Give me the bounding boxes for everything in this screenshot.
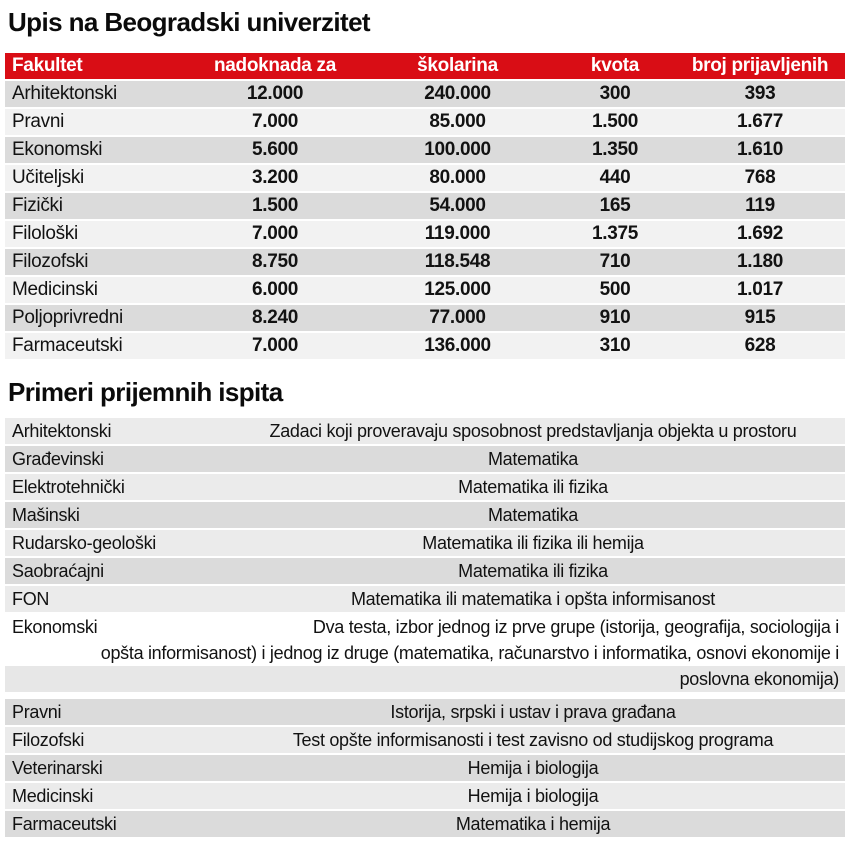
fakultet-cell: Rudarsko-geološki xyxy=(12,533,156,553)
ekonomski-line-3: poslovna ekonomija) xyxy=(5,666,845,692)
exam-cell: Matematika ili fizika xyxy=(458,561,608,581)
enrollment-table-header xyxy=(5,53,845,79)
prijavljeni-cell: 915 xyxy=(744,307,776,328)
fakultet-cell: Arhitektonski xyxy=(12,83,117,104)
fakultet-cell: Poljoprivredni xyxy=(12,307,123,328)
table-row xyxy=(5,418,845,444)
exam-cell: Zadaci koji proveravaju sposobnost predstavljanja objekta u prostoru xyxy=(269,421,797,441)
table-row xyxy=(5,137,845,163)
prijavljeni-cell: 1.017 xyxy=(736,279,784,300)
skolarina-cell: 119.000 xyxy=(424,223,491,244)
fakultet-cell: Filozofski xyxy=(12,251,89,272)
nadoknada-cell: 1.500 xyxy=(251,195,299,216)
table-row xyxy=(5,305,845,331)
exam-cell: Test opšte informisanosti i test zavisno od studijskog programa xyxy=(292,730,774,750)
enrollment-table xyxy=(5,53,845,359)
nadoknada-cell: 8.750 xyxy=(251,251,299,272)
enrollment-table-body xyxy=(5,81,845,359)
fakultet-cell: Medicinski xyxy=(12,786,94,806)
kvota-cell: 1.350 xyxy=(591,139,639,160)
skolarina-cell: 77.000 xyxy=(429,307,486,328)
skolarina-cell: 54.000 xyxy=(429,195,486,216)
ekonomski-line-1 xyxy=(5,614,845,640)
fakultet-cell: Saobraćajni xyxy=(12,561,104,581)
nadoknada-cell: 6.000 xyxy=(251,279,299,300)
table-row xyxy=(5,446,845,472)
column-header-nadoknada: nadoknada za xyxy=(213,55,337,76)
kvota-cell: 300 xyxy=(599,83,631,104)
table-row xyxy=(5,755,845,781)
fakultet-cell: Elektrotehnički xyxy=(12,477,125,497)
table-row-ekonomski xyxy=(5,614,845,692)
table-row xyxy=(5,474,845,500)
prijavljeni-cell: 1.692 xyxy=(736,223,784,244)
table-row xyxy=(5,530,845,556)
prijavljeni-cell: 768 xyxy=(744,167,776,188)
table-row xyxy=(5,221,845,247)
prijavljeni-cell: 119 xyxy=(745,195,775,216)
skolarina-cell: 80.000 xyxy=(429,167,486,188)
kvota-cell: 710 xyxy=(599,251,631,272)
table-row xyxy=(5,81,845,107)
prijavljeni-cell: 1.180 xyxy=(736,251,784,272)
kvota-cell: 910 xyxy=(599,307,631,328)
prijavljeni-cell: 1.610 xyxy=(736,139,784,160)
fakultet-cell: Filološki xyxy=(12,223,78,244)
nadoknada-cell: 12.000 xyxy=(246,83,304,104)
fakultet-cell: FON xyxy=(12,589,50,609)
prijavljeni-cell: 393 xyxy=(744,83,776,104)
fakultet-cell: Pravni xyxy=(12,702,62,722)
column-header-fakultet: Fakultet xyxy=(12,55,83,76)
table-row xyxy=(5,165,845,191)
skolarina-cell: 125.000 xyxy=(424,279,491,300)
exams-title: Primeri prijemnih ispita xyxy=(8,377,283,407)
exam-cell: Hemija i biologija xyxy=(467,786,599,806)
table-row xyxy=(5,558,845,584)
exam-cell: Matematika i hemija xyxy=(455,814,611,834)
table-row xyxy=(5,727,845,753)
exam-cell: Dva testa, izbor jednog iz prve grupe (istorija, geografija, sociologija i xyxy=(312,617,839,637)
table-row xyxy=(5,586,845,612)
column-header-broj-prijavljenih: broj prijavljenih xyxy=(691,55,829,76)
fakultet-cell: Medicinski xyxy=(12,279,98,300)
skolarina-cell: 85.000 xyxy=(429,111,486,132)
table-row xyxy=(5,277,845,303)
table-row xyxy=(5,783,845,809)
prijavljeni-cell: 1.677 xyxy=(736,111,784,132)
nadoknada-cell: 7.000 xyxy=(251,111,299,132)
table-row xyxy=(5,502,845,528)
table-row xyxy=(5,249,845,275)
fakultet-cell: Pravni xyxy=(12,111,65,132)
exam-cell: Matematika ili fizika xyxy=(458,477,608,497)
nadoknada-cell: 8.240 xyxy=(251,307,299,328)
fakultet-cell: Građevinski xyxy=(12,449,104,469)
nadoknada-cell: 7.000 xyxy=(251,223,299,244)
exam-cell: Istorija, srpski i ustav i prava građana xyxy=(390,702,676,722)
fakultet-cell: Arhitektonski xyxy=(12,421,112,441)
skolarina-cell: 136.000 xyxy=(424,335,491,356)
table-row xyxy=(5,699,845,725)
kvota-cell: 165 xyxy=(599,195,631,216)
fakultet-cell: Filozofski xyxy=(12,730,85,750)
skolarina-cell: 100.000 xyxy=(424,139,491,160)
fakultet-cell: Veterinarski xyxy=(12,758,103,778)
exam-cell: Matematika ili matematika i opšta informisanost xyxy=(350,589,716,609)
fakultet-cell: Fizički xyxy=(12,195,63,216)
column-header-kvota: kvota xyxy=(590,55,640,76)
fakultet-cell: Mašinski xyxy=(12,505,80,525)
table-row xyxy=(5,811,845,837)
skolarina-cell: 240.000 xyxy=(424,83,491,104)
exam-cell: Hemija i biologija xyxy=(467,758,599,778)
kvota-cell: 500 xyxy=(599,279,631,300)
nadoknada-cell: 5.600 xyxy=(251,139,299,160)
skolarina-cell: 118.548 xyxy=(424,251,491,272)
fakultet-cell: Farmaceutski xyxy=(12,814,117,834)
prijavljeni-cell: 628 xyxy=(744,335,776,356)
kvota-cell: 1.375 xyxy=(591,223,639,244)
ekonomski-line-2: opšta informisanost) i jednog iz druge (matematika, računarstvo i informatika, osnovi ekonomije i xyxy=(5,640,845,666)
nadoknada-cell: 7.000 xyxy=(251,335,299,356)
fakultet-cell: Učiteljski xyxy=(12,167,84,188)
table-row xyxy=(5,193,845,219)
fakultet-cell: Farmaceutski xyxy=(12,335,123,356)
column-header-skolarina: školarina xyxy=(417,55,498,76)
exam-cell: Matematika xyxy=(487,449,579,469)
kvota-cell: 440 xyxy=(599,167,631,188)
fakultet-cell: Ekonomski xyxy=(12,139,103,160)
exam-cell: Matematika xyxy=(487,505,579,525)
table-row xyxy=(5,333,845,359)
exam-cell: Matematika ili fizika ili hemija xyxy=(422,533,644,553)
table-row xyxy=(5,109,845,135)
exams-table xyxy=(5,418,845,837)
kvota-cell: 1.500 xyxy=(591,111,639,132)
nadoknada-cell: 3.200 xyxy=(251,167,299,188)
enrollment-title: Upis na Beogradski univerzitet xyxy=(8,7,370,37)
fakultet-cell: Ekonomski xyxy=(12,617,98,637)
kvota-cell: 310 xyxy=(599,335,631,356)
